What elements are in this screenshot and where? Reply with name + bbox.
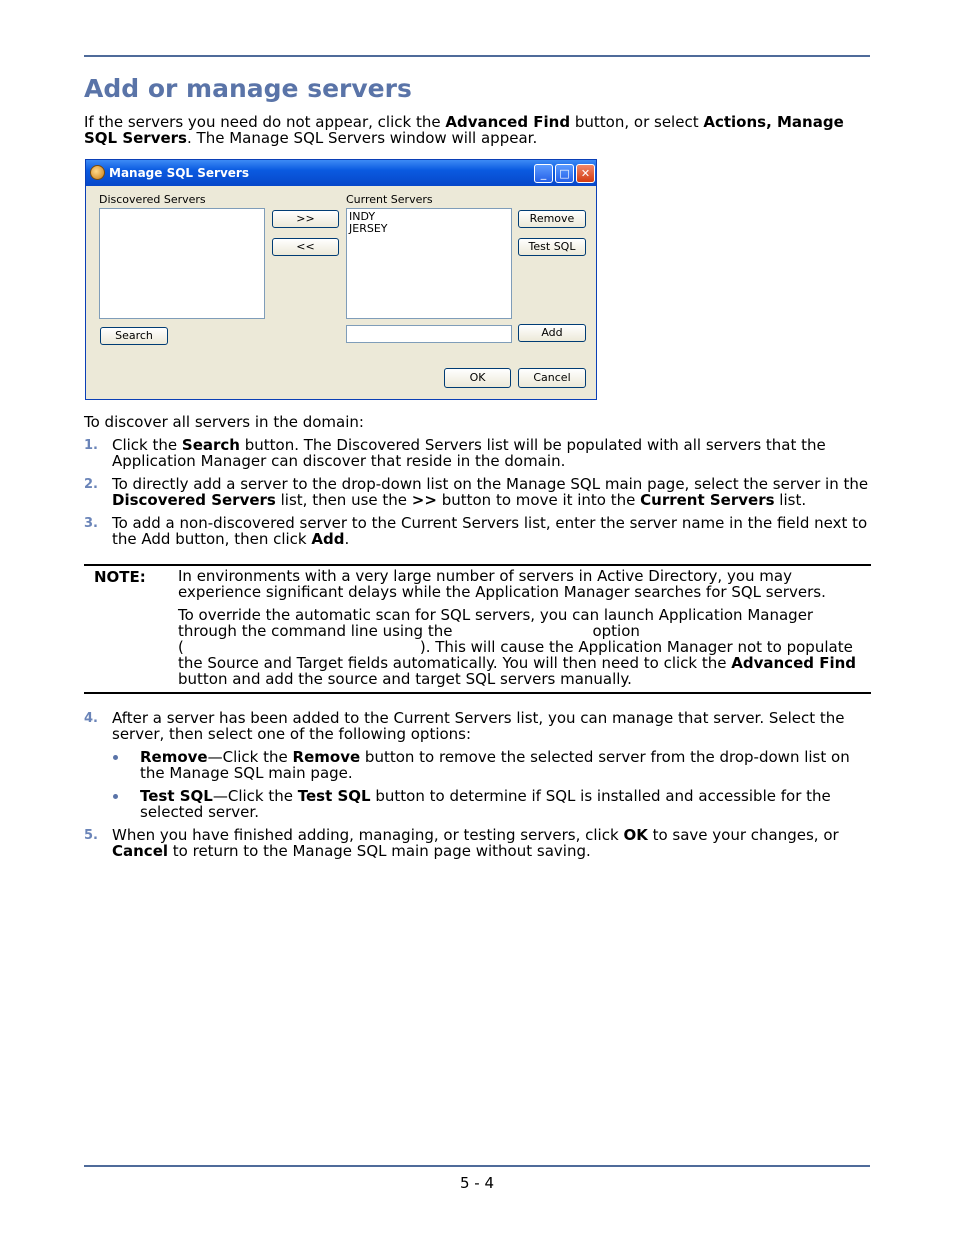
step-3: To add a non-discovered server to the Current Servers list, enter the server name in the field next to the Add button, then click Add. bbox=[112, 514, 868, 548]
note-label: NOTE: bbox=[94, 568, 146, 586]
step-5: When you have finished adding, managing, or testing servers, click OK to save your changes, or Cancel to return to the Manage SQL main page without saving. bbox=[112, 826, 839, 860]
current-servers-label: Current Servers bbox=[346, 193, 433, 206]
step-number: 1. bbox=[84, 438, 98, 453]
option-remove: Remove—Click the Remove button to remove the selected server from the drop-down list on the Manage SQL main page. bbox=[140, 748, 850, 782]
add-all-button[interactable]: >> bbox=[272, 210, 339, 228]
list-item[interactable]: INDY bbox=[349, 210, 376, 223]
step-1: Click the Search button. The Discovered Servers list will be populated with all servers that the Application Manager can discover that reside in the domain. bbox=[112, 436, 826, 470]
page-number: 5 - 4 bbox=[459, 1174, 495, 1192]
maximize-button[interactable]: □ bbox=[555, 164, 574, 183]
page-title: Add or manage servers bbox=[84, 74, 412, 103]
app-icon bbox=[90, 165, 105, 180]
step-number: 4. bbox=[84, 711, 98, 726]
remove-all-button[interactable]: << bbox=[272, 238, 339, 256]
close-button[interactable]: ✕ bbox=[576, 164, 595, 183]
step-number: 2. bbox=[84, 477, 98, 492]
list-item[interactable]: JERSEY bbox=[349, 222, 388, 235]
discovered-servers-list[interactable] bbox=[99, 208, 265, 319]
step-4: After a server has been added to the Current Servers list, you can manage that server. Select the server, then select one of the following options: bbox=[112, 709, 845, 743]
step-number: 5. bbox=[84, 828, 98, 843]
search-button[interactable]: Search bbox=[100, 327, 168, 345]
discovered-servers-label: Discovered Servers bbox=[99, 193, 206, 206]
bullet-icon bbox=[113, 755, 118, 760]
step-2: To directly add a server to the drop-down list on the Manage SQL main page, select the server in the Discovered Servers list, then use the >> button to move it into the Current Servers list. bbox=[112, 475, 869, 509]
dialog-title: Manage SQL Servers bbox=[109, 166, 249, 180]
server-name-input[interactable] bbox=[346, 325, 512, 343]
add-button[interactable]: Add bbox=[518, 324, 586, 342]
remove-button[interactable]: Remove bbox=[518, 210, 586, 228]
option-test-sql: Test SQL—Click the Test SQL button to determine if SQL is installed and accessible for the selected server. bbox=[140, 787, 831, 821]
note-paragraph-2: To override the automatic scan for SQL servers, you can launch Application Manager through the command line using the option ( ). This will cause the Application Manager not to populate the Source and Target fields automatically. You will then need to click the Advanced Find button and add the source and target SQL servers manually. bbox=[178, 606, 857, 688]
dialog-titlebar bbox=[86, 160, 596, 186]
current-servers-list[interactable] bbox=[346, 208, 512, 319]
bullet-icon bbox=[113, 794, 118, 799]
ok-button[interactable]: OK bbox=[444, 368, 511, 388]
manage-sql-servers-dialog bbox=[85, 159, 597, 400]
intro-paragraph: If the servers you need do not appear, click the Advanced Find button, or select Actions, Manage SQL Servers. The Manage SQL Servers window will appear. bbox=[84, 113, 844, 147]
footer-rule bbox=[84, 1165, 870, 1167]
note-top-rule bbox=[84, 564, 871, 566]
cancel-button[interactable]: Cancel bbox=[518, 368, 586, 388]
header-rule bbox=[84, 55, 870, 57]
note-paragraph-1: In environments with a very large number of servers in Active Directory, you may experience significant delays while the Application Manager searches for SQL servers. bbox=[178, 567, 826, 601]
step-number: 3. bbox=[84, 516, 98, 531]
note-bottom-rule bbox=[84, 692, 871, 694]
discover-intro: To discover all servers in the domain: bbox=[84, 413, 364, 431]
minimize-button[interactable]: _ bbox=[534, 164, 553, 183]
test-sql-button[interactable]: Test SQL bbox=[518, 238, 586, 256]
